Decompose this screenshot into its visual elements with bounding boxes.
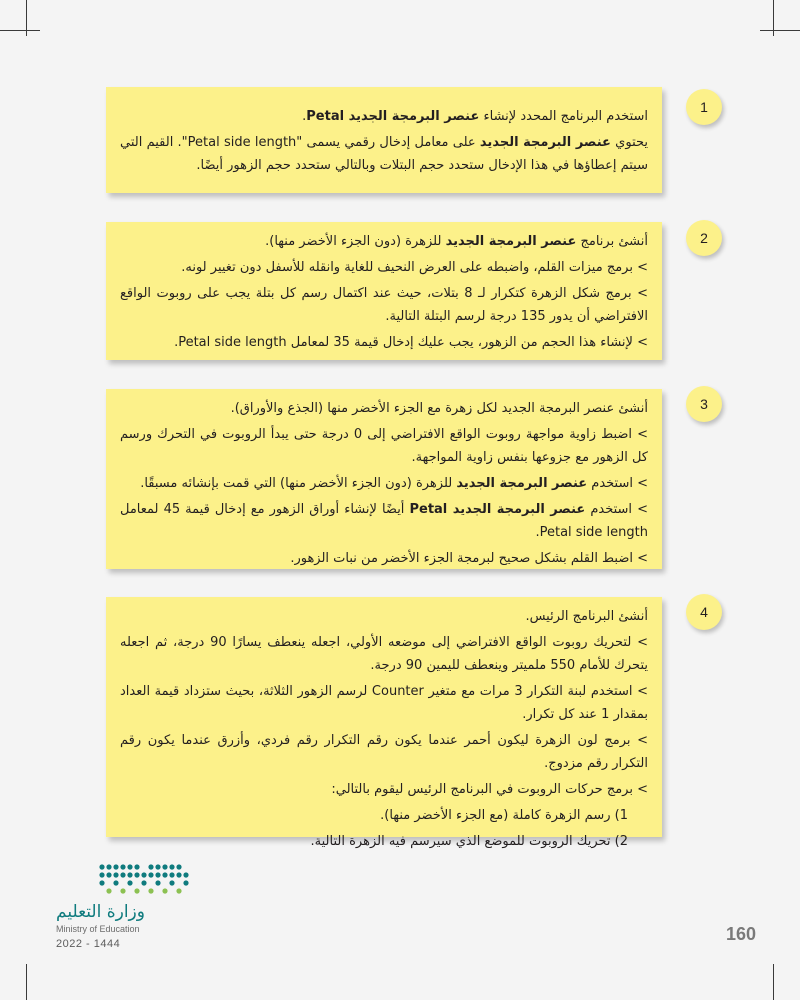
step-number-badge: 2 (686, 220, 722, 256)
task-item: > لتحريك روبوت الواقع الافتراضي إلى موضعه الأولي، اجعله ينعطف يسارًا 90 درجة، ثم اجعله يتحرك للأمام 550 ملميتر وينعطف لليمين 90 درجة. (120, 635, 648, 673)
crop-mark (26, 964, 27, 1000)
crop-mark (760, 30, 800, 31)
step-number-badge: 4 (686, 594, 722, 630)
task-item: > استخدم عنصر البرمجة الجديد للزهرة (دون الجزء الأخضر منها) التي قمت بإنشائه مسبقًا. (140, 476, 648, 491)
crop-mark (773, 964, 774, 1000)
task-intro: أنشئ البرنامج الرئيس. (525, 609, 648, 624)
step-number-badge: 3 (686, 386, 722, 422)
task-card-1 (106, 87, 662, 193)
academic-year: 2022 - 1444 (56, 938, 121, 950)
crop-mark (773, 0, 774, 36)
task-subitem: 2) تحريك الروبوت للموضع الذي سيرسم فيه الزهرة التالية. (310, 834, 628, 849)
task-item: > برمج لون الزهرة ليكون أحمر عندما يكون رقم التكرار رقم فردي، وأزرق عندما يكون رقم التكرار رقم مزدوج. (120, 733, 648, 771)
task-item: > برمج ميزات القلم، واضبطه على العرض النحيف للغاية وانقله للأسفل دون تغيير لونه. (181, 260, 648, 275)
task-item: > اضبط زاوية مواجهة روبوت الواقع الافتراضي إلى 0 درجة حتى يبدأ الروبوت في التحرك ورسم كل الزهور مع جزوعها بنفس زاوية المواجهة. (120, 427, 648, 465)
task-intro: أنشئ عنصر البرمجة الجديد لكل زهرة مع الجزء الأخضر منها (الجذع والأوراق). (230, 401, 648, 416)
ministry-name-arabic: وزارة التعليم (56, 902, 145, 922)
step-number-badge: 1 (686, 89, 722, 125)
task-intro: أنشئ برنامج عنصر البرمجة الجديد للزهرة (دون الجزء الأخضر منها). (265, 234, 648, 249)
task-item: > اضبط القلم بشكل صحيح لبرمجة الجزء الأخضر من نبات الزهور. (290, 551, 648, 566)
task-subitem: 1) رسم الزهرة كاملة (مع الجزء الأخضر منها). (380, 808, 628, 823)
task-item: > استخدم لبنة التكرار 3 مرات مع متغير Counter لرسم الزهور الثلاثة، بحيث ستزداد قيمة العداد بمقدار 1 عند كل تكرار. (120, 684, 648, 722)
task-item: > برمج حركات الروبوت في البرنامج الرئيس ليقوم بالتالي: (331, 782, 648, 797)
task-card-2 (106, 222, 662, 360)
task-line: يحتوي عنصر البرمجة الجديد على معامل إدخال رقمي يسمى "Petal side length". القيم التي سيتم إعطاؤها في هذا الإدخال ستحدد حجم البتلات وبالتالي ستحدد حجم الزهور أيضًا. (120, 135, 649, 173)
task-line: استخدم البرنامج المحدد لإنشاء عنصر البرمجة الجديد Petal. (302, 109, 648, 124)
task-card-3 (106, 389, 662, 569)
task-item: > استخدم عنصر البرمجة الجديد Petal أيضًا لإنشاء أوراق الزهور مع إدخال قيمة 45 لمعامل Petal side length. (120, 502, 648, 540)
task-item: > برمج شكل الزهرة كتكرار لـ 8 بتلات، حيث عند اكتمال رسم كل بتلة يجب على روبوت الواقع الافتراضي أن يدور 135 درجة لرسم البتلة التالية. (120, 286, 648, 324)
task-card-4 (106, 597, 662, 849)
page-number: 160 (726, 924, 757, 944)
crop-mark (26, 0, 27, 36)
ministry-name-english: Ministry of Education (56, 924, 140, 934)
crop-mark (0, 30, 40, 31)
task-item: > لإنشاء هذا الحجم من الزهور، يجب عليك إدخال قيمة 35 لمعامل Petal side length. (174, 335, 648, 350)
